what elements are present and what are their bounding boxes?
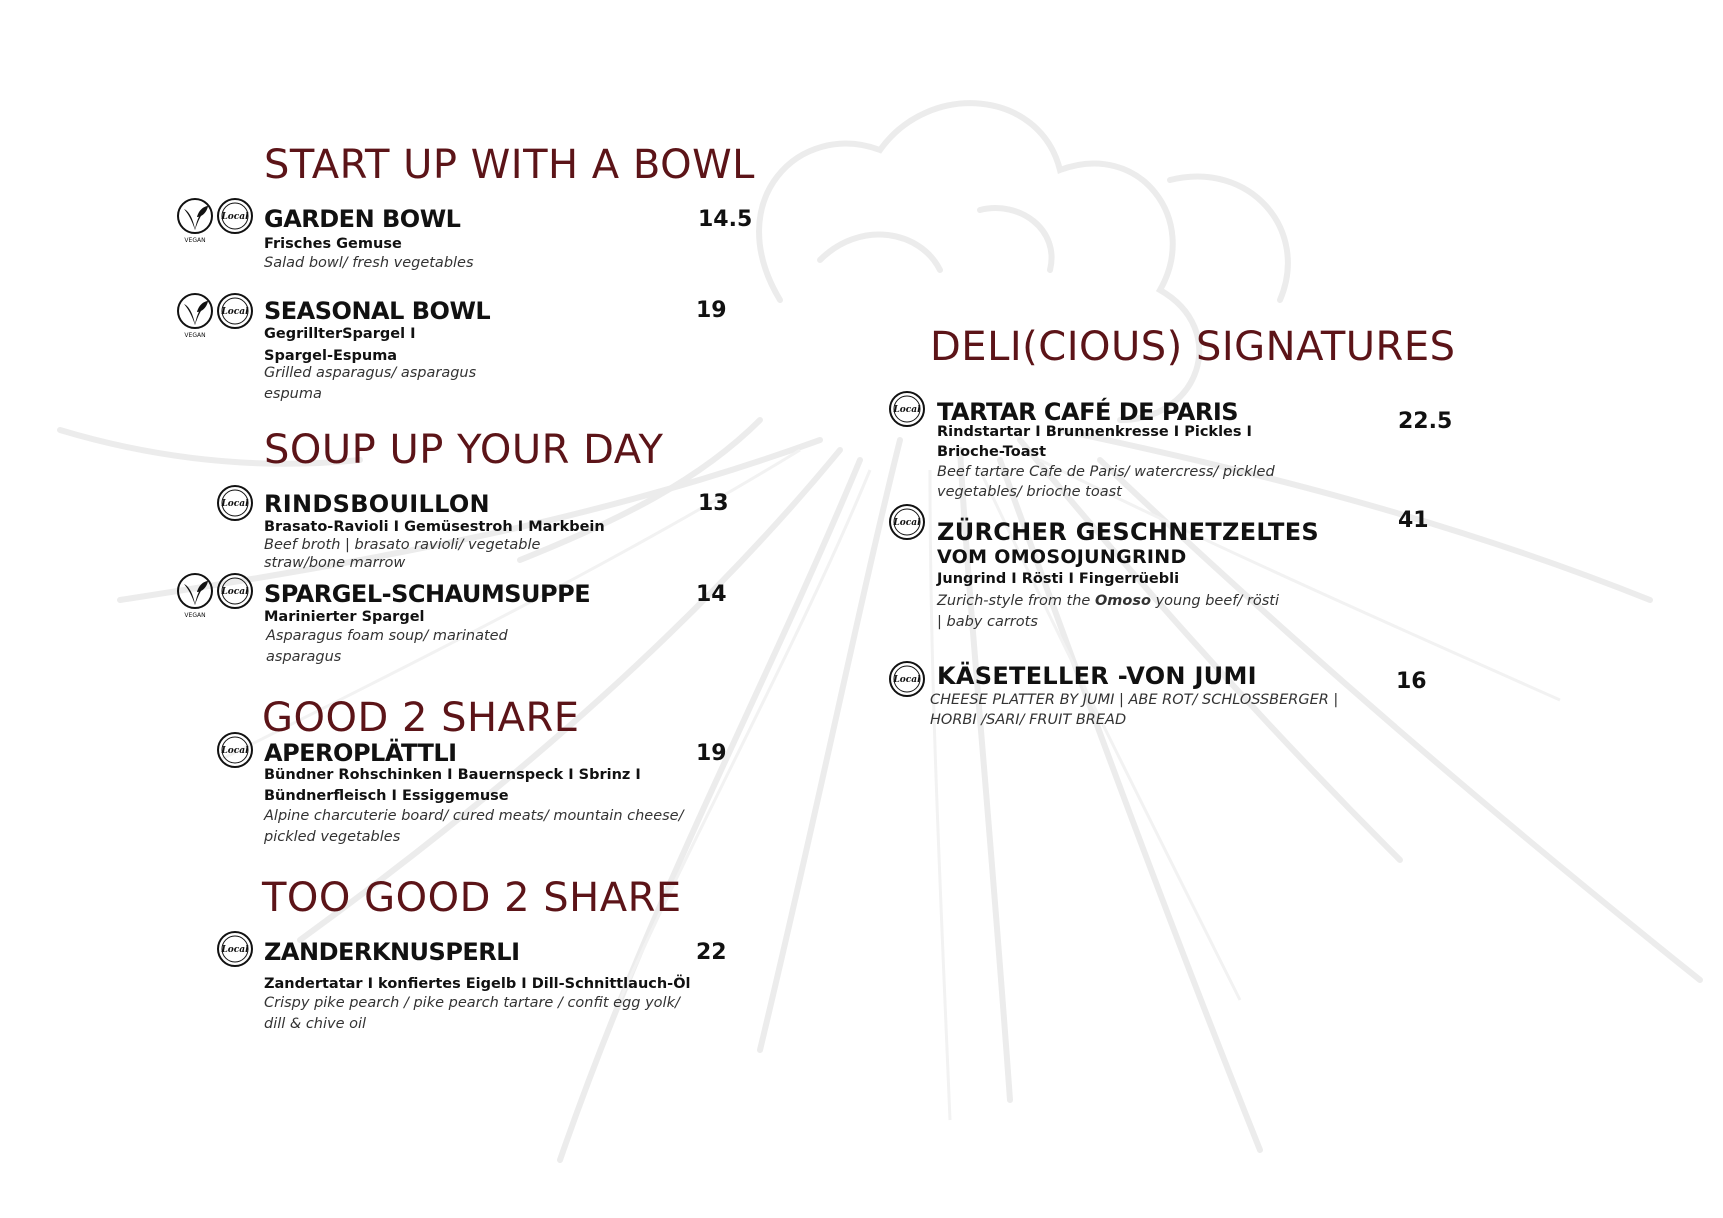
item-desc-en-zuercher	[937, 591, 1287, 633]
item-desc-de-garden-bowl: Frisches Gemuse	[264, 236, 402, 252]
item-desc-en-kaeseteller: CHEESE PLATTER BY JUMI | ABE ROT/ SCHLOSSBERGER | HORBI /SARI/ FRUIT BREAD	[930, 692, 1339, 728]
price-spargel-schaumsuppe: 14	[696, 582, 727, 607]
vegan-icon	[175, 197, 215, 243]
svg-text:VEGAN: VEGAN	[184, 332, 206, 338]
item-desc-en-zanderknusperli: Crispy pike pearch / pike pearch tartare / confit egg yolk/ dill & chive oil	[264, 995, 680, 1032]
section-title-signatures: DELI(CIOUS) SIGNATURES	[930, 324, 1456, 370]
local-icon	[215, 572, 255, 618]
price-aperoplaettli: 19	[696, 741, 727, 766]
svg-text:Local: Local	[221, 307, 249, 317]
local-icon	[215, 930, 255, 976]
item-desc-en-aperoplaettli: Alpine charcuterie board/ cured meats/ mountain cheese/ pickled vegetables	[264, 808, 684, 845]
svg-text:Local: Local	[893, 405, 921, 415]
item-name-tartar: TARTAR CAFÉ DE PARIS	[937, 398, 1239, 426]
item-desc-de-spargel-schaumsuppe: Marinierter Spargel	[264, 609, 425, 625]
local-icon	[887, 503, 927, 549]
svg-text:Local: Local	[221, 746, 249, 756]
item-desc-en-seasonal-bowl: Grilled asparagus/ asparagus espuma	[264, 365, 477, 402]
en-part-a: Zurich-style from the	[937, 593, 1095, 609]
item-name-zuercher: ZÜRCHER GESCHNETZELTES	[937, 518, 1319, 546]
vegan-icon	[175, 292, 215, 338]
svg-text:Local: Local	[221, 499, 249, 509]
item-name-rindsbouillon: RINDSBOUILLON	[264, 490, 490, 518]
en-part-omoso: Omoso	[1094, 593, 1151, 609]
item-name-zuercher-line2: VOM OMOSOJUNGRIND	[937, 546, 1187, 568]
svg-text:Local: Local	[893, 675, 921, 685]
item-desc-en-garden-bowl: Salad bowl/ fresh vegetables	[264, 255, 474, 271]
price-zuercher: 41	[1398, 508, 1429, 533]
item-name-kaeseteller: KÄSETELLER -VON JUMI	[937, 662, 1257, 690]
item-desc-de-seasonal-bowl: GegrillterSpargel I Spargel-Espuma	[264, 326, 416, 364]
local-icon	[215, 731, 255, 777]
price-zanderknusperli: 22	[696, 940, 727, 965]
item-desc-de-aperoplaettli: Bündner Rohschinken I Bauernspeck I Sbrinz I Bündnerfleisch I Essiggemuse	[264, 767, 641, 804]
item-desc-en-rindsbouillon: Beef broth | brasato ravioli/ vegetable straw/bone marrow	[264, 537, 541, 571]
price-kaeseteller: 16	[1396, 669, 1427, 694]
item-name-spargel-schaumsuppe: SPARGEL-SCHAUMSUPPE	[264, 580, 591, 608]
item-name-aperoplaettli: APEROPLÄTTLI	[264, 739, 457, 767]
item-desc-de-rindsbouillon: Brasato-Ravioli I Gemüsestroh I Markbein	[264, 519, 605, 535]
item-name-garden-bowl: GARDEN BOWL	[264, 205, 461, 233]
local-icon	[215, 197, 255, 243]
local-icon	[887, 390, 927, 436]
svg-text:VEGAN: VEGAN	[184, 612, 206, 618]
section-title-bowl: START UP WITH A BOWL	[264, 142, 755, 188]
item-name-zanderknusperli: ZANDERKNUSPERLI	[264, 938, 520, 966]
section-title-share: GOOD 2 SHARE	[262, 695, 580, 741]
local-icon	[215, 484, 255, 530]
item-name-seasonal-bowl: SEASONAL BOWL	[264, 297, 491, 325]
price-rindsbouillon: 13	[698, 491, 729, 516]
svg-text:Local: Local	[221, 212, 249, 222]
svg-text:Local: Local	[221, 945, 249, 955]
svg-text:Local: Local	[893, 518, 921, 528]
item-desc-de-tartar: Rindstartar I Brunnenkresse I Pickles I Brioche-Toast	[937, 424, 1252, 460]
price-garden-bowl: 14.5	[698, 207, 753, 232]
local-icon	[215, 292, 255, 338]
section-title-too-good: TOO GOOD 2 SHARE	[262, 875, 682, 921]
vegan-icon	[175, 572, 215, 618]
local-icon	[887, 660, 927, 706]
en-part-c: young beef/ rösti | baby carrots	[937, 593, 1279, 630]
item-desc-en-spargel-schaumsuppe: Asparagus foam soup/ marinated asparagus	[266, 628, 508, 665]
price-seasonal-bowl: 19	[696, 298, 727, 323]
item-desc-de-zanderknusperli: Zandertatar I konfiertes Eigelb I Dill-Schnittlauch-Öl	[264, 976, 691, 992]
price-tartar: 22.5	[1398, 409, 1453, 434]
section-title-soup: SOUP UP YOUR DAY	[264, 427, 664, 473]
svg-text:VEGAN: VEGAN	[184, 237, 206, 243]
svg-text:Local: Local	[221, 587, 249, 597]
item-desc-en-tartar: Beef tartare Cafe de Paris/ watercress/ pickled vegetables/ brioche toast	[937, 464, 1275, 500]
item-desc-de-zuercher: Jungrind I Rösti I Fingerrüebli	[937, 571, 1180, 587]
